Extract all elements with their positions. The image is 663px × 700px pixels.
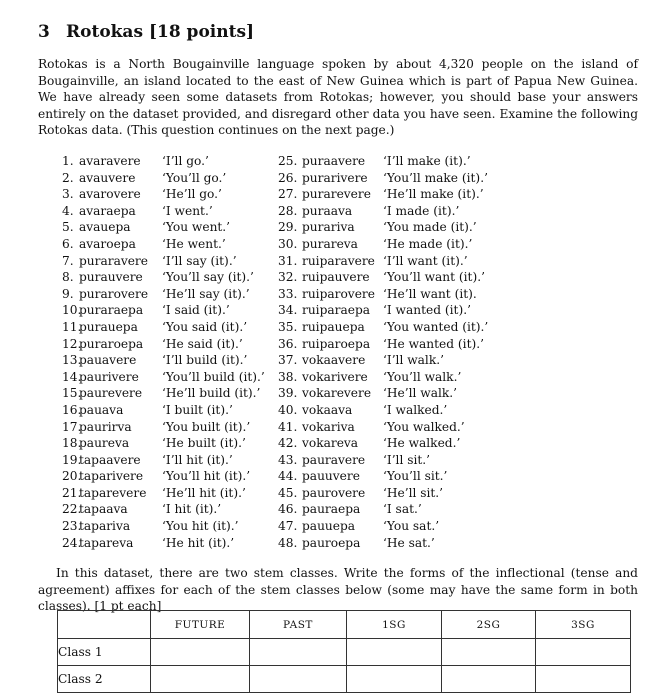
item-number: 2. bbox=[62, 170, 74, 185]
english-gloss: ‘I’ll say (it).’ bbox=[162, 253, 237, 268]
data-row bbox=[278, 452, 498, 469]
english-gloss: ‘He’ll make (it).’ bbox=[383, 187, 484, 202]
data-row bbox=[278, 302, 498, 319]
data-row bbox=[62, 369, 272, 386]
rotokas-word: tapaavere bbox=[79, 452, 141, 467]
item-number: 35. bbox=[278, 319, 298, 334]
english-gloss: ‘You’ll go.’ bbox=[162, 170, 227, 185]
rotokas-word: paurovere bbox=[302, 485, 366, 500]
item-number: 14. bbox=[62, 369, 82, 384]
answer-cell-class2-3sg[interactable] bbox=[536, 666, 631, 693]
data-row bbox=[278, 518, 498, 535]
item-number: 6. bbox=[62, 236, 74, 251]
instructions-paragraph: In this dataset, there are two stem classes. Write the forms of the inflectional (tense and agreement) affixes for each of the stem classes below (some may have the same form in both classes). [1 pt each] bbox=[38, 566, 638, 614]
data-row bbox=[278, 319, 498, 336]
item-number: 9. bbox=[62, 286, 74, 301]
answer-cell-class1-past[interactable] bbox=[250, 639, 347, 666]
rotokas-word: vokarivere bbox=[302, 369, 368, 384]
english-gloss: ‘He hit (it).’ bbox=[162, 535, 235, 550]
section-number: 3 bbox=[38, 22, 50, 42]
item-number: 28. bbox=[278, 203, 298, 218]
data-column-right bbox=[278, 153, 498, 551]
rotokas-word: tapareva bbox=[79, 535, 134, 550]
item-number: 22. bbox=[62, 502, 82, 517]
english-gloss: ‘I walked.’ bbox=[383, 402, 448, 417]
answer-table bbox=[57, 610, 631, 693]
item-number: 43. bbox=[278, 452, 298, 467]
rotokas-word: purauepa bbox=[79, 319, 138, 334]
data-row bbox=[278, 153, 498, 170]
english-gloss: ‘You’ll make (it).’ bbox=[383, 170, 488, 185]
header-blank-cell bbox=[58, 611, 151, 639]
english-gloss: ‘You’ll sit.’ bbox=[383, 469, 448, 484]
data-row bbox=[278, 170, 498, 187]
data-row bbox=[278, 336, 498, 353]
rotokas-word: avarovere bbox=[79, 187, 141, 202]
rotokas-word: purauvere bbox=[79, 270, 143, 285]
rotokas-word: purareva bbox=[302, 236, 358, 251]
rotokas-word: pauava bbox=[79, 402, 124, 417]
rotokas-word: puraroepa bbox=[79, 336, 144, 351]
english-gloss: ‘You’ll build (it).’ bbox=[162, 369, 265, 384]
english-gloss: ‘He’ll say (it).’ bbox=[162, 286, 250, 301]
data-row bbox=[278, 369, 498, 386]
english-gloss: ‘I’ll build (it).’ bbox=[162, 353, 248, 368]
rotokas-word: ruipauvere bbox=[302, 270, 370, 285]
item-number: 18. bbox=[62, 436, 82, 451]
data-row bbox=[62, 468, 272, 485]
data-row bbox=[62, 385, 272, 402]
rotokas-word: vokariva bbox=[302, 419, 355, 434]
rotokas-word: pauuepa bbox=[302, 519, 356, 534]
data-row bbox=[278, 435, 498, 452]
answer-row-class-1 bbox=[58, 639, 631, 666]
data-row bbox=[278, 269, 498, 286]
rotokas-word: puraava bbox=[302, 203, 353, 218]
item-number: 30. bbox=[278, 236, 298, 251]
item-number: 21. bbox=[62, 485, 82, 500]
data-row bbox=[278, 219, 498, 236]
answer-cell-class1-2sg[interactable] bbox=[442, 639, 536, 666]
data-row bbox=[62, 535, 272, 552]
item-number: 44. bbox=[278, 469, 298, 484]
data-row bbox=[62, 236, 272, 253]
rotokas-word: paureva bbox=[79, 436, 130, 451]
item-number: 25. bbox=[278, 154, 298, 168]
data-row bbox=[62, 269, 272, 286]
item-number: 38. bbox=[278, 369, 298, 384]
english-gloss: ‘You’ll want (it).’ bbox=[383, 270, 485, 285]
rotokas-word: pauavere bbox=[79, 353, 137, 368]
data-row bbox=[62, 419, 272, 436]
header-past: PAST bbox=[250, 611, 347, 639]
data-row bbox=[62, 170, 272, 187]
english-gloss: ‘I’ll go.’ bbox=[162, 154, 209, 168]
data-row bbox=[62, 286, 272, 303]
item-number: 8. bbox=[62, 270, 74, 285]
item-number: 3. bbox=[62, 187, 74, 202]
english-gloss: ‘You sat.’ bbox=[383, 519, 440, 534]
item-number: 17. bbox=[62, 419, 82, 434]
answer-table-header-row bbox=[58, 611, 631, 639]
header-1sg: 1SG bbox=[347, 611, 442, 639]
rotokas-word: purariva bbox=[302, 220, 355, 235]
english-gloss: ‘I’ll walk.’ bbox=[383, 353, 444, 368]
rotokas-word: vokarevere bbox=[302, 386, 372, 401]
item-number: 46. bbox=[278, 502, 298, 517]
rotokas-word: puraraepa bbox=[79, 303, 144, 318]
header-2sg: 2SG bbox=[442, 611, 536, 639]
item-number: 37. bbox=[278, 353, 298, 368]
data-row bbox=[62, 485, 272, 502]
data-row bbox=[62, 186, 272, 203]
answer-cell-class2-past[interactable] bbox=[250, 666, 347, 693]
english-gloss: ‘You’ll walk.’ bbox=[383, 369, 462, 384]
rotokas-word: paurivere bbox=[79, 369, 139, 384]
rotokas-word: ruiparoepa bbox=[302, 336, 371, 351]
data-row bbox=[62, 435, 272, 452]
row-label-class-1: Class 1 bbox=[58, 639, 151, 666]
data-row bbox=[62, 501, 272, 518]
item-number: 36. bbox=[278, 336, 298, 351]
data-row bbox=[62, 203, 272, 220]
rotokas-word: puraravere bbox=[79, 253, 148, 268]
english-gloss: ‘He wanted (it).’ bbox=[383, 336, 484, 351]
data-row bbox=[62, 452, 272, 469]
item-number: 31. bbox=[278, 253, 298, 268]
item-number: 19. bbox=[62, 452, 82, 467]
rotokas-word: paurirva bbox=[79, 419, 132, 434]
item-number: 16. bbox=[62, 402, 82, 417]
item-number: 48. bbox=[278, 535, 298, 550]
english-gloss: ‘He built (it).’ bbox=[162, 436, 246, 451]
item-number: 11. bbox=[62, 319, 82, 334]
item-number: 10. bbox=[62, 303, 82, 318]
english-gloss: ‘I built (it).’ bbox=[162, 402, 233, 417]
rotokas-word: purarovere bbox=[79, 286, 149, 301]
english-gloss: ‘He’ll go.’ bbox=[162, 187, 222, 202]
data-row bbox=[278, 186, 498, 203]
section-title: Rotokas [18 points] bbox=[66, 22, 255, 42]
item-number: 4. bbox=[62, 203, 74, 218]
rotokas-word: ruiparaepa bbox=[302, 303, 371, 318]
header-future: FUTURE bbox=[151, 611, 250, 639]
section-heading bbox=[38, 22, 254, 42]
data-row bbox=[62, 153, 272, 170]
rotokas-word: avauepa bbox=[79, 220, 131, 235]
item-number: 32. bbox=[278, 270, 298, 285]
data-row bbox=[278, 236, 498, 253]
english-gloss: ‘I went.’ bbox=[162, 203, 213, 218]
item-number: 23. bbox=[62, 519, 82, 534]
item-number: 13. bbox=[62, 353, 82, 368]
answer-cell-class2-future[interactable] bbox=[151, 666, 250, 693]
data-row bbox=[278, 402, 498, 419]
rotokas-word: avaravere bbox=[79, 154, 141, 168]
data-row bbox=[278, 286, 498, 303]
english-gloss: ‘I sat.’ bbox=[383, 502, 422, 517]
english-gloss: ‘I wanted (it).’ bbox=[383, 303, 471, 318]
data-row bbox=[62, 253, 272, 270]
rotokas-word: vokaavere bbox=[302, 353, 366, 368]
english-gloss: ‘He’ll build (it).’ bbox=[162, 386, 261, 401]
english-gloss: ‘You made (it).’ bbox=[383, 220, 477, 235]
rotokas-word: taparevere bbox=[79, 485, 147, 500]
rotokas-word: vokaava bbox=[302, 402, 353, 417]
rotokas-word: avaraepa bbox=[79, 203, 136, 218]
english-gloss: ‘He went.’ bbox=[162, 236, 226, 251]
english-gloss: ‘I made (it).’ bbox=[383, 203, 460, 218]
english-gloss: ‘He said (it).’ bbox=[162, 336, 243, 351]
data-row bbox=[278, 253, 498, 270]
item-number: 34. bbox=[278, 303, 298, 318]
item-number: 47. bbox=[278, 519, 298, 534]
item-number: 26. bbox=[278, 170, 298, 185]
rotokas-word: tapaava bbox=[79, 502, 128, 517]
english-gloss: ‘He walked.’ bbox=[383, 436, 461, 451]
english-gloss: ‘I’ll make (it).’ bbox=[383, 154, 471, 168]
answer-cell-class1-1sg[interactable] bbox=[347, 639, 442, 666]
item-number: 24. bbox=[62, 535, 82, 550]
rotokas-word: ruiparovere bbox=[302, 286, 375, 301]
answer-row-class-2 bbox=[58, 666, 631, 693]
item-number: 29. bbox=[278, 220, 298, 235]
english-gloss: ‘He’ll sit.’ bbox=[383, 485, 444, 500]
data-row bbox=[62, 352, 272, 369]
item-number: 20. bbox=[62, 469, 82, 484]
english-gloss: ‘I said (it).’ bbox=[162, 303, 230, 318]
data-column-left bbox=[62, 153, 272, 551]
english-gloss: ‘He made (it).’ bbox=[383, 236, 473, 251]
data-row bbox=[278, 203, 498, 220]
english-gloss: ‘I’ll sit.’ bbox=[383, 452, 431, 467]
english-gloss: ‘He’ll walk.’ bbox=[383, 386, 457, 401]
intro-paragraph: Rotokas is a North Bougainville language spoken by about 4,320 people on the island of Bougainville, an island located to the east of New Guinea which is part of Papua New Guinea. We have already seen some datasets from Rotokas; however, you should base your answers entirely on the dataset provided, and disregard other data you have seen. Examine the following Rotokas data. (This question continues on the next page.) bbox=[38, 57, 638, 138]
rotokas-word: pauuvere bbox=[302, 469, 360, 484]
item-number: 42. bbox=[278, 436, 298, 451]
answer-cell-class1-3sg[interactable] bbox=[536, 639, 631, 666]
rotokas-word: avaroepa bbox=[79, 236, 136, 251]
data-row bbox=[278, 352, 498, 369]
answer-cell-class1-future[interactable] bbox=[151, 639, 250, 666]
rotokas-word: purarevere bbox=[302, 187, 371, 202]
item-number: 39. bbox=[278, 386, 298, 401]
data-row bbox=[62, 402, 272, 419]
item-number: 45. bbox=[278, 485, 298, 500]
data-row bbox=[278, 535, 498, 552]
item-number: 7. bbox=[62, 253, 74, 268]
rotokas-word: ruipauepa bbox=[302, 319, 365, 334]
rotokas-word: puraavere bbox=[302, 154, 366, 168]
data-row bbox=[278, 419, 498, 436]
item-number: 33. bbox=[278, 286, 298, 301]
data-row bbox=[62, 336, 272, 353]
header-3sg: 3SG bbox=[536, 611, 631, 639]
english-gloss: ‘I’ll want (it).’ bbox=[383, 253, 468, 268]
data-row bbox=[62, 319, 272, 336]
english-gloss: ‘You built (it).’ bbox=[162, 419, 251, 434]
english-gloss: ‘I’ll hit (it).’ bbox=[162, 452, 233, 467]
item-number: 15. bbox=[62, 386, 82, 401]
item-number: 12. bbox=[62, 336, 82, 351]
item-number: 27. bbox=[278, 187, 298, 202]
english-gloss: ‘You said (it).’ bbox=[162, 319, 248, 334]
rotokas-word: paurevere bbox=[79, 386, 143, 401]
english-gloss: ‘You went.’ bbox=[162, 220, 231, 235]
rotokas-word: taparivere bbox=[79, 469, 144, 484]
row-label-class-2: Class 2 bbox=[58, 666, 151, 693]
rotokas-word: pauroepa bbox=[302, 535, 361, 550]
rotokas-word: tapariva bbox=[79, 519, 131, 534]
english-gloss: ‘You wanted (it).’ bbox=[383, 319, 489, 334]
rotokas-word: pauravere bbox=[302, 452, 366, 467]
data-row bbox=[62, 219, 272, 236]
english-gloss: ‘You hit (it).’ bbox=[162, 519, 239, 534]
item-number: 41. bbox=[278, 419, 298, 434]
data-row bbox=[62, 518, 272, 535]
english-gloss: ‘He’ll want (it). bbox=[383, 286, 477, 301]
rotokas-word: avauvere bbox=[79, 170, 136, 185]
english-gloss: ‘He’ll hit (it).’ bbox=[162, 485, 246, 500]
english-gloss: ‘You’ll say (it).’ bbox=[162, 270, 254, 285]
english-gloss: ‘You’ll hit (it).’ bbox=[162, 469, 251, 484]
rotokas-word: ruiparavere bbox=[302, 253, 375, 268]
rotokas-word: purarivere bbox=[302, 170, 368, 185]
answer-cell-class2-1sg[interactable] bbox=[347, 666, 442, 693]
data-row bbox=[278, 385, 498, 402]
item-number: 1. bbox=[62, 154, 74, 168]
data-row bbox=[278, 485, 498, 502]
data-row bbox=[278, 468, 498, 485]
rotokas-word: pauraepa bbox=[302, 502, 361, 517]
data-row bbox=[62, 302, 272, 319]
answer-cell-class2-2sg[interactable] bbox=[442, 666, 536, 693]
data-row bbox=[278, 501, 498, 518]
english-gloss: ‘I hit (it).’ bbox=[162, 502, 222, 517]
english-gloss: ‘You walked.’ bbox=[383, 419, 465, 434]
english-gloss: ‘He sat.’ bbox=[383, 535, 435, 550]
item-number: 40. bbox=[278, 402, 298, 417]
rotokas-word: vokareva bbox=[302, 436, 359, 451]
item-number: 5. bbox=[62, 220, 74, 235]
